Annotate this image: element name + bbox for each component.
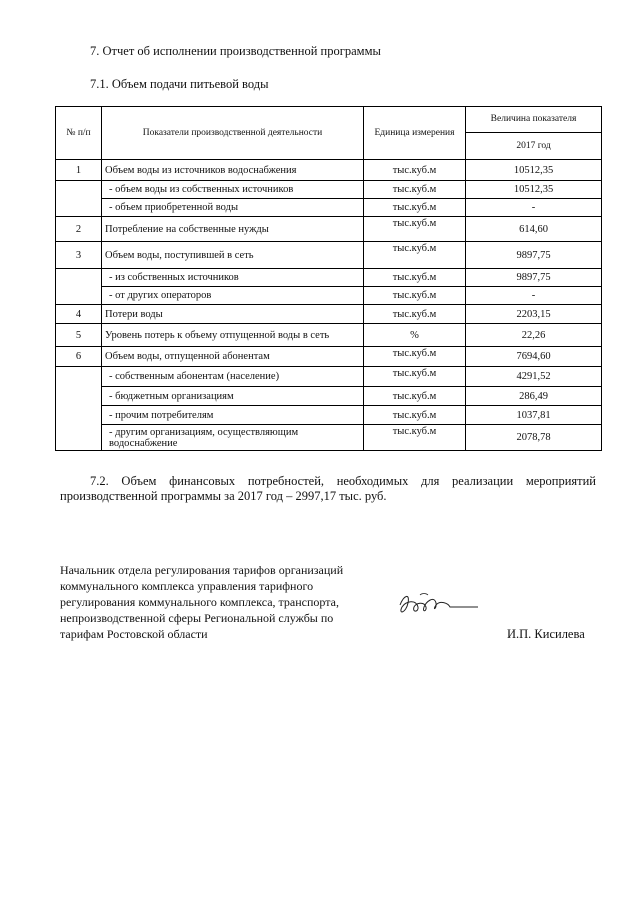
row-num: 5 (56, 324, 102, 347)
row-num: 4 (56, 305, 102, 324)
row-unit: тыс.куб.м (364, 425, 466, 451)
row-name: Объем воды, поступившей в сеть (102, 242, 364, 269)
row-name: - от других операторов (102, 287, 364, 305)
table-row (56, 305, 602, 324)
position-line: тарифам Ростовской области (60, 627, 208, 641)
row-value: 10512,35 (466, 160, 602, 181)
table-row (56, 199, 602, 217)
row-unit: тыс.куб.м (364, 269, 466, 287)
row-name: - объем воды из собственных источников (102, 181, 364, 199)
row-name: - прочим потребителям (102, 406, 364, 425)
table-row (56, 287, 602, 305)
row-num (56, 269, 102, 305)
row-unit: тыс.куб.м (364, 387, 466, 406)
water-supply-table (55, 106, 602, 451)
header-unit: Единица измерения (364, 107, 466, 160)
position-line: коммунального комплекса управления тарифного (60, 579, 314, 593)
table-row (56, 160, 602, 181)
row-name: - бюджетным организациям (102, 387, 364, 406)
table-row (56, 367, 602, 387)
row-name: Уровень потерь к объему отпущенной воды в сеть (102, 324, 364, 347)
row-value: - (466, 287, 602, 305)
row-value: 4291,52 (466, 367, 602, 387)
row-value: - (466, 199, 602, 217)
row-unit: тыс.куб.м (364, 199, 466, 217)
table-row (56, 242, 602, 269)
signature-position-block (60, 562, 390, 642)
row-num: 2 (56, 217, 102, 242)
table-row (56, 269, 602, 287)
header-value: Величина показателя (466, 107, 602, 133)
signer-name: И.П. Кисилева (507, 627, 585, 641)
row-name: - из собственных источников (102, 269, 364, 287)
row-value: 9897,75 (466, 242, 602, 269)
row-unit: тыс.куб.м (364, 347, 466, 367)
row-name: Объем воды, отпущенной абонентам (102, 347, 364, 367)
row-name: - собственным абонентам (население) (102, 367, 364, 387)
table-row (56, 324, 602, 347)
row-unit: тыс.куб.м (364, 217, 466, 242)
row-value: 22,26 (466, 324, 602, 347)
table-row (56, 217, 602, 242)
row-value: 7694,60 (466, 347, 602, 367)
position-line: Начальник отдела регулирования тарифов организаций (60, 563, 344, 577)
row-num (56, 181, 102, 217)
row-unit: тыс.куб.м (364, 181, 466, 199)
table-row (56, 406, 602, 425)
row-unit: тыс.куб.м (364, 305, 466, 324)
row-name: - объем приобретенной воды (102, 199, 364, 217)
row-unit: тыс.куб.м (364, 160, 466, 181)
row-unit: тыс.куб.м (364, 242, 466, 269)
section-heading-7: 7. Отчет об исполнении производственной программы (90, 44, 381, 58)
header-year: 2017 год (466, 133, 602, 160)
row-name: Потери воды (102, 305, 364, 324)
row-unit: тыс.куб.м (364, 406, 466, 425)
row-num: 6 (56, 347, 102, 367)
header-num: № п/п (56, 107, 102, 160)
row-unit: тыс.куб.м (364, 287, 466, 305)
row-name: Потребление на собственные нужды (102, 217, 364, 242)
table-row (56, 425, 602, 451)
row-unit: тыс.куб.м (364, 367, 466, 387)
row-value: 2203,15 (466, 305, 602, 324)
row-value: 614,60 (466, 217, 602, 242)
row-unit: % (364, 324, 466, 347)
header-indicator: Показатели производственной деятельности (102, 107, 364, 160)
row-value: 2078,78 (466, 425, 602, 451)
row-name: - другим организациям, осуществляющим водоснабжение (102, 425, 364, 451)
row-value: 10512,35 (466, 181, 602, 199)
row-name: Объем воды из источников водоснабжения (102, 160, 364, 181)
table-row (56, 387, 602, 406)
row-value: 9897,75 (466, 269, 602, 287)
row-num: 3 (56, 242, 102, 269)
table-row (56, 181, 602, 199)
section-heading-7-1: 7.1. Объем подачи питьевой воды (90, 77, 269, 91)
table-row (56, 347, 602, 367)
position-line: непроизводственной сферы Региональной службы по (60, 611, 334, 625)
row-num: 1 (56, 160, 102, 181)
row-num (56, 367, 102, 451)
position-line: регулирования коммунального комплекса, транспорта, (60, 595, 339, 609)
financial-needs-paragraph: 7.2. Объем финансовых потребностей, необходимых для реализации мероприятий производственной программы за 2017 год – 2997,17 тыс. руб. (60, 474, 596, 503)
handwritten-signature-icon (392, 585, 482, 625)
row-value: 286,49 (466, 387, 602, 406)
row-value: 1037,81 (466, 406, 602, 425)
